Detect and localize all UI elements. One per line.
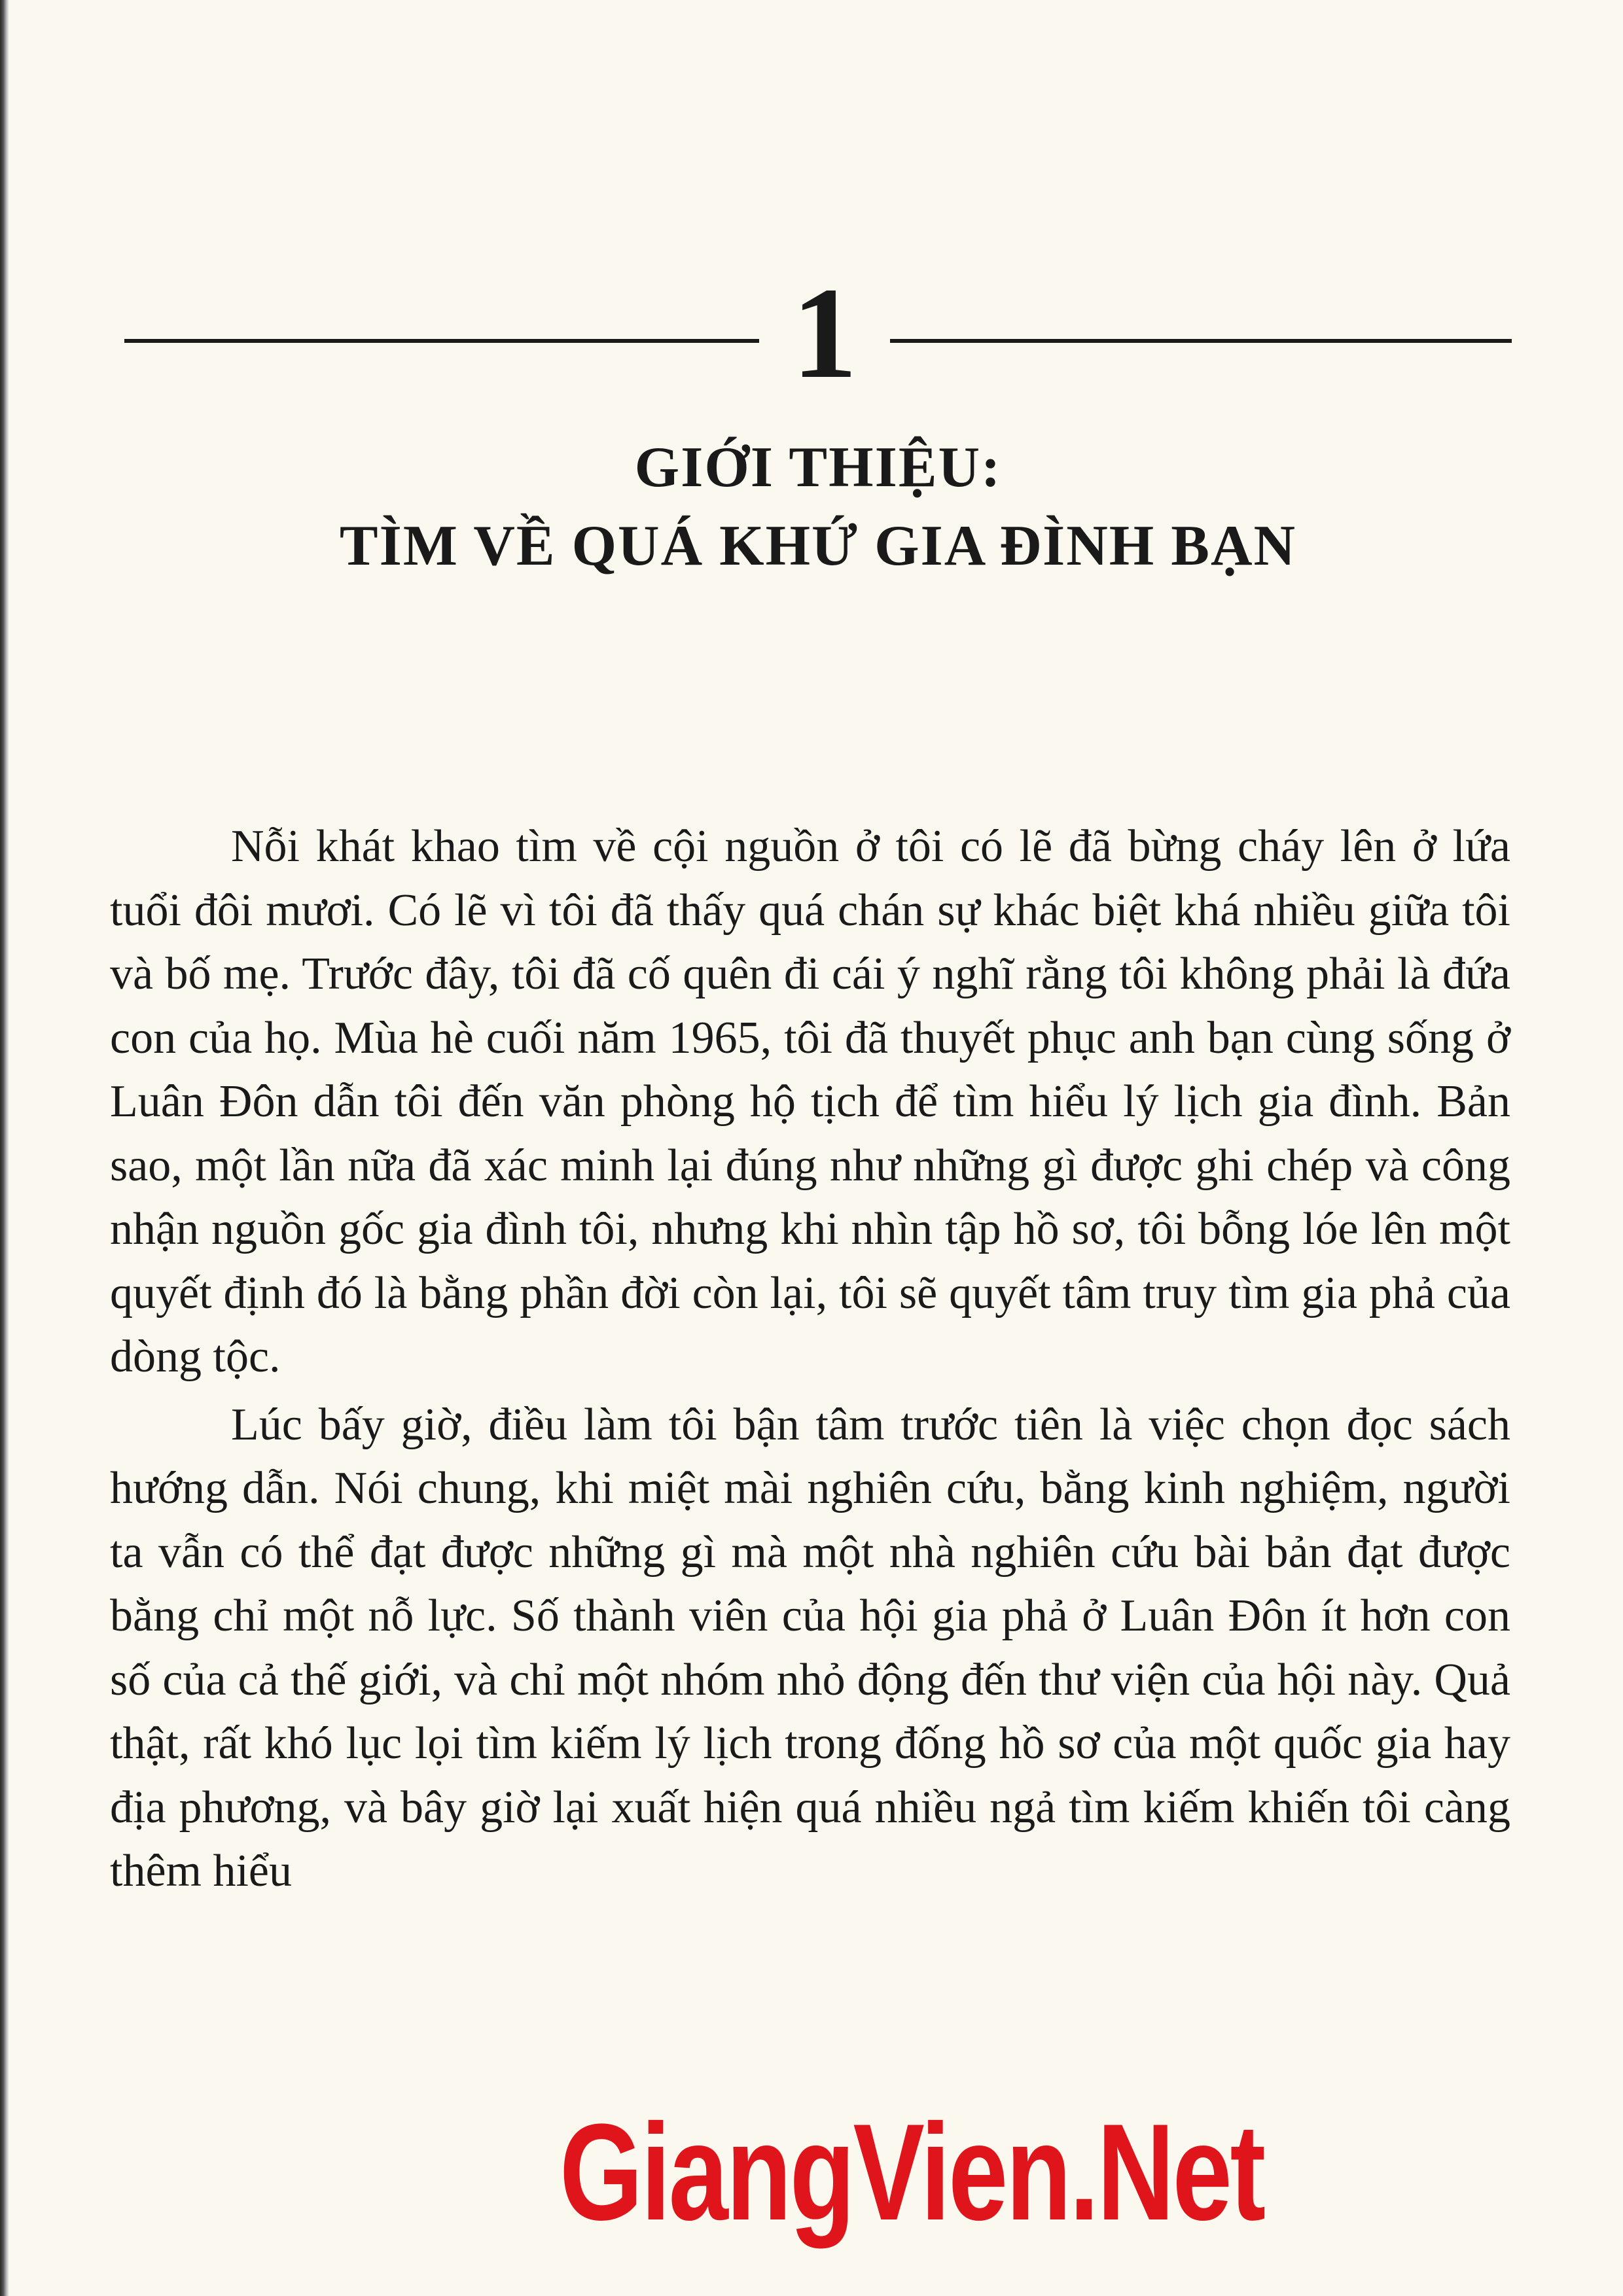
paragraph-2: Lúc bấy giờ, điều làm tôi bận tâm trước tiên là việc chọn đọc sách hướng dẫn. Nói chung, khi miệt mài nghiên cứu, bằng kinh nghiệm, người ta vẫn có thể đạt được những gì mà một nhà nghiên cứu bài bản đạt được bằng chỉ một nỗ lực. Số thành viên của hội gia phả ở Luân Đôn ít hơn con số của cả thế giới, và chỉ một nhóm nhỏ động đến thư viện của hội này. Quả thật, rất khó lục lọi tìm kiếm lý lịch trong đống hồ sơ của một quốc gia hay địa phương, và bây giờ lại xuất hiện quá nhiều ngả tìm kiếm khiến tôi càng thêm hiểu — [110, 1399, 1510, 1896]
chapter-title-line2: TÌM VỀ QUÁ KHỨ GIA ĐÌNH BẠN — [339, 514, 1297, 578]
page-edge-shadow — [0, 0, 9, 2296]
header-rule-right — [890, 339, 1512, 343]
header-rule-left — [124, 339, 759, 343]
chapter-title-line1: GIỚI THIỆU: — [634, 436, 1002, 499]
paragraph-1: Nỗi khát khao tìm về cội nguồn ở tôi có lẽ đã bừng cháy lên ở lứa tuổi đôi mươi. Có lẽ vì tôi đã thấy quá chán sự khác biệt khá nhiều giữa tôi và bố mẹ. Trước đây, tôi đã cố quên đi cái ý nghĩ rằng tôi không phải là đứa con của họ. Mùa hè cuối năm 1965, tôi đã thuyết phục anh bạn cùng sống ở Luân Đôn dẫn tôi đến văn phòng hộ tịch để tìm hiểu lý lịch gia đình. Bản sao, một lần nữa đã xác minh lại đúng như những gì được ghi chép và công nhận nguồn gốc gia đình tôi, nhưng khi nhìn tập hồ sơ, tôi bỗng lóe lên một quyết định đó là bằng phần đời còn lại, tôi sẽ quyết tâm truy tìm gia phả của dòng tộc. — [110, 821, 1510, 1382]
watermark-logo: GiangVien.Net — [560, 2095, 1264, 2249]
chapter-header — [124, 262, 1512, 406]
body-text — [110, 815, 1510, 1903]
chapter-number: 1 — [792, 261, 857, 406]
